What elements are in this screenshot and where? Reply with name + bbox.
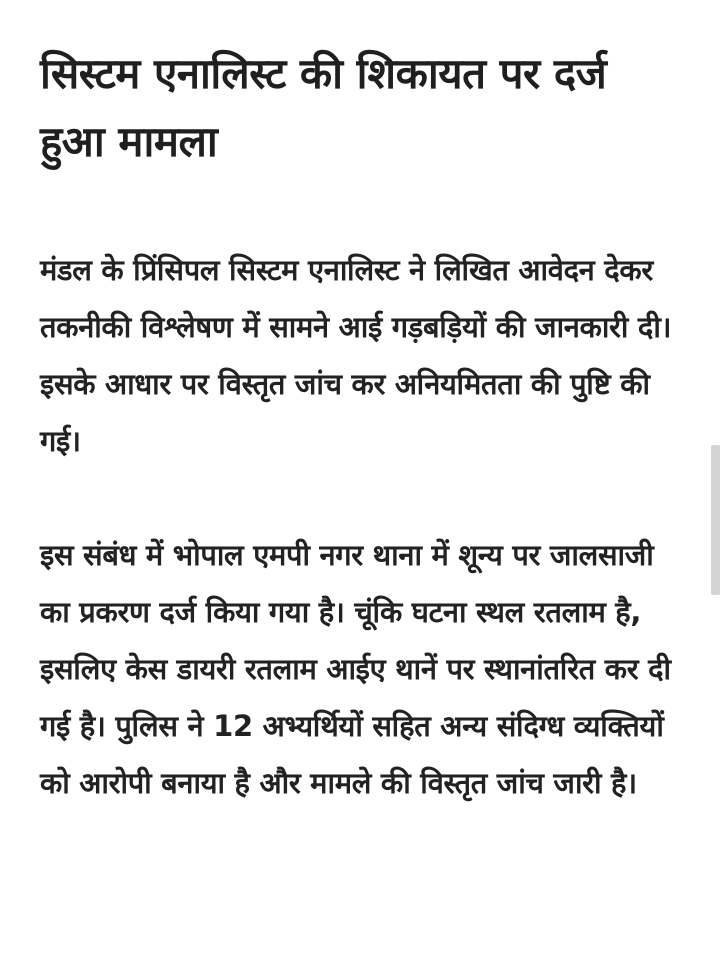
article-paragraph-1: मंडल के प्रिंसिपल सिस्टम एनालिस्ट ने लिखित आवेदन देकर तकनीकी विश्लेषण में सामने आई गड़बड़ियों की जानकारी दी। इसके आधार पर विस्तृत जांच कर अनियमितता की पुष्टि की गई। [40, 253, 672, 458]
article-headline: सिस्टम एनालिस्ट की शिकायत पर दर्ज हुआ मामला [40, 49, 607, 166]
scrollbar-thumb[interactable] [711, 445, 720, 595]
news-article [40, 40, 680, 812]
article-paragraph-2: इस संबंध में भोपाल एमपी नगर थाना में शून्य पर जालसाजी का प्रकरण दर्ज किया गया है। चूंकि घटना स्थल रतलाम है, इसलिए केस डायरी रतलाम आईए थानें पर स्थानांतरित कर दी गई है। पुलिस ने 12 अभ्यर्थियों सहित अन्य संदिग्ध व्यक्तियों को आरोपी बनाया है और मामले की विस्तृत जांच जारी है। [40, 538, 671, 800]
